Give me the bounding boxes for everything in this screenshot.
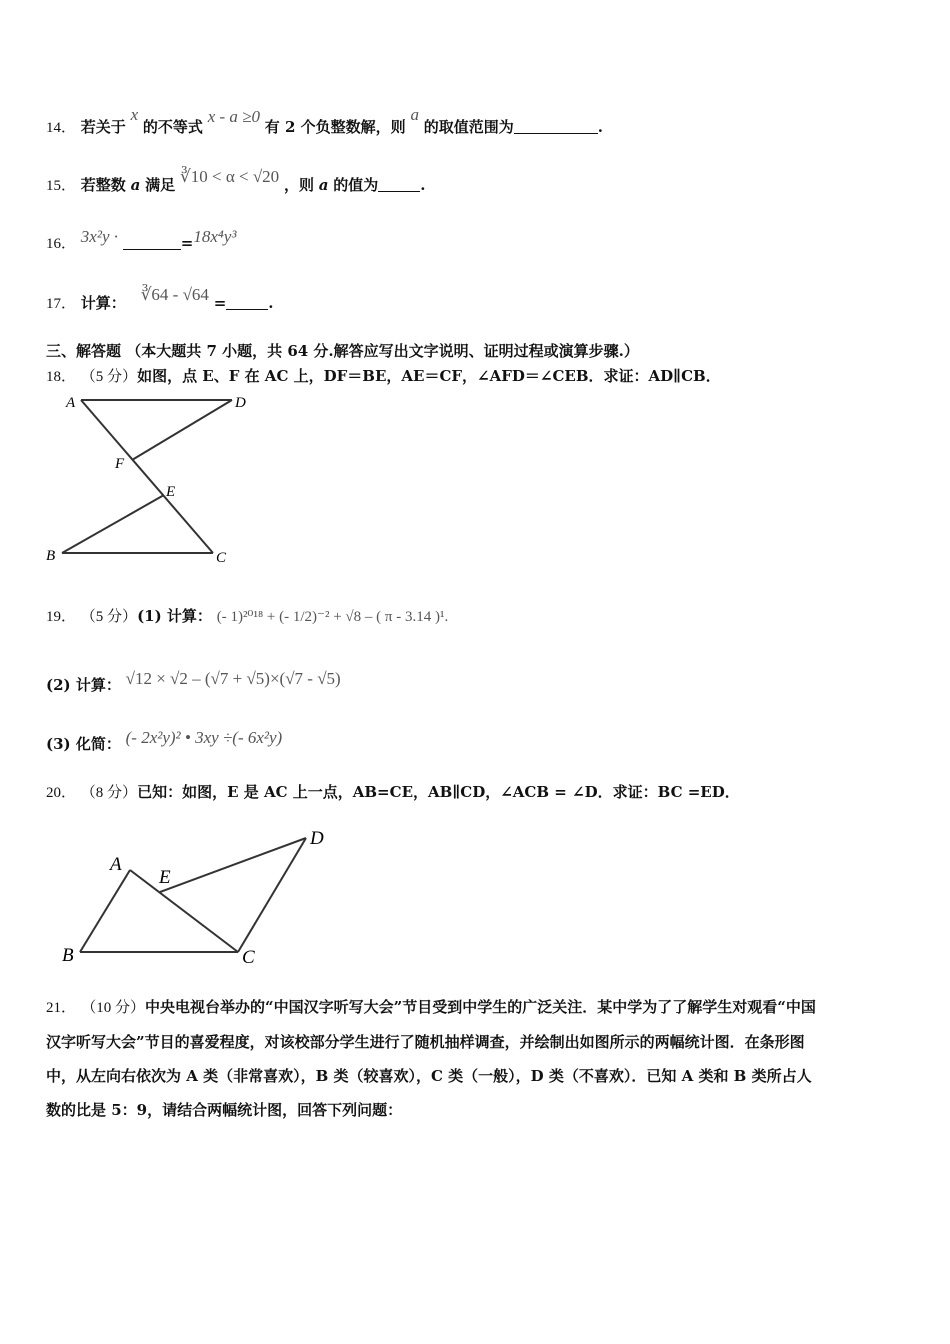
math-rhs: 18x⁴y³ bbox=[193, 227, 237, 246]
question-20 bbox=[46, 781, 740, 802]
paragraph-line: 中央电视台举办的“中国汉字听写大会”节目受到中学生的广泛关注．某中学为了了解学生对观看“中国 bbox=[145, 998, 816, 1016]
point-label-A: A bbox=[66, 395, 76, 411]
point-label-C: C bbox=[216, 550, 227, 566]
question-text: 满足 bbox=[145, 176, 176, 194]
math-variable: a bbox=[410, 105, 419, 124]
question-number: 16． bbox=[46, 236, 77, 252]
question-text: 计算： bbox=[80, 294, 126, 312]
math-expression: √12 × √2 – (√7 + √5)×(√7 - √5) bbox=[125, 669, 341, 688]
question-18 bbox=[46, 365, 721, 386]
question-text: ，则 bbox=[283, 176, 314, 194]
point-label-D: D bbox=[310, 828, 324, 849]
equals-sign: = bbox=[213, 294, 227, 312]
question-21 bbox=[46, 990, 906, 1127]
math-variable: a bbox=[318, 176, 329, 194]
section-heading: 三、解答题 （本大题共 7 小题，共 64 分.解答应写出文字说明、证明过程或演算步骤.） bbox=[46, 342, 639, 360]
point-label-D: D bbox=[235, 395, 246, 411]
question-text: 如图，点 E、F 在 AC 上，DF＝BE，AE＝CF，∠AFD＝∠CEB．求证：AD∥CB． bbox=[137, 367, 721, 385]
question-score: （5 分） bbox=[80, 609, 138, 625]
question-17 bbox=[46, 285, 274, 313]
question-score: （5 分） bbox=[80, 369, 138, 385]
question-19 bbox=[46, 605, 448, 626]
question-16 bbox=[46, 227, 237, 253]
math-variable: x bbox=[130, 105, 139, 124]
paragraph-line: 汉字听写大会”节目的喜爱程度，对该校部分学生进行了随机抽样调查，并绘制出如图所示的两幅统计图．在条形图 bbox=[46, 1033, 805, 1051]
question-text: 的不等式 bbox=[142, 118, 203, 136]
math-expression: (- 2x²y)² • 3xy ÷(- 6x²y) bbox=[125, 728, 283, 747]
question-number: 17． bbox=[46, 296, 77, 312]
question-number: 21． bbox=[46, 1000, 77, 1016]
figure-q20 bbox=[50, 822, 350, 972]
math-expression: (- 1)²⁰¹⁸ + (- 1/2)⁻² + √8 – ( π - 3.14 )¹. bbox=[216, 609, 449, 625]
answer-blank[interactable] bbox=[514, 119, 598, 134]
answer-blank[interactable] bbox=[226, 295, 268, 310]
question-15 bbox=[46, 167, 426, 195]
math-expression: ∛64 - √64 bbox=[140, 285, 209, 304]
paragraph-line: 中，从左向右依次为 A 类（非常喜欢），B 类（较喜欢），C 类（一般），D 类（不喜欢）．已知 A 类和 B 类所占人 bbox=[46, 1067, 812, 1085]
question-score: （8 分） bbox=[80, 785, 138, 801]
point-label-B: B bbox=[62, 945, 74, 966]
question-number: 15． bbox=[46, 178, 77, 194]
period: . bbox=[597, 118, 603, 136]
period: . bbox=[268, 294, 274, 312]
math-lhs: 3x²y · bbox=[80, 227, 118, 246]
figure-q18 bbox=[40, 388, 260, 570]
question-number: 20． bbox=[46, 785, 77, 801]
math-condition: ∛10 < α < √20 bbox=[179, 167, 280, 186]
question-number: 18． bbox=[46, 369, 77, 385]
question-score: （10 分） bbox=[81, 1000, 146, 1016]
math-inequality: x - a ≥0 bbox=[207, 107, 261, 126]
question-19-part-2 bbox=[46, 669, 341, 695]
part-label: (3) 化简： bbox=[46, 735, 121, 753]
math-variable: a bbox=[130, 176, 141, 194]
question-text: 若整数 bbox=[80, 176, 126, 194]
answer-blank[interactable] bbox=[123, 235, 181, 250]
point-label-E: E bbox=[166, 484, 176, 500]
question-text: 已知：如图，E 是 AC 上一点，AB=CE，AB∥CD，∠ACB = ∠D．求证：BC =ED． bbox=[137, 783, 740, 801]
point-label-B: B bbox=[46, 548, 56, 564]
question-14 bbox=[46, 105, 603, 137]
point-label-F: F bbox=[115, 456, 125, 472]
question-number: 14． bbox=[46, 120, 77, 136]
point-label-C: C bbox=[242, 947, 255, 968]
equals-sign: = bbox=[180, 234, 194, 252]
question-19-part-3 bbox=[46, 728, 283, 754]
question-number: 19． bbox=[46, 609, 77, 625]
question-text: 有 2 个负整数解，则 bbox=[264, 118, 406, 136]
question-text: 若关于 bbox=[80, 118, 126, 136]
part-label: (1) 计算： bbox=[137, 607, 212, 625]
question-text: 的取值范围为 bbox=[423, 118, 514, 136]
answer-blank[interactable] bbox=[378, 177, 420, 192]
period: . bbox=[420, 176, 426, 194]
part-label: (2) 计算： bbox=[46, 676, 121, 694]
question-text: 的值为 bbox=[333, 176, 379, 194]
point-label-A: A bbox=[110, 854, 122, 875]
point-label-E: E bbox=[159, 867, 171, 888]
paragraph-line: 数的比是 5：9，请结合两幅统计图，回答下列问题： bbox=[46, 1101, 403, 1119]
